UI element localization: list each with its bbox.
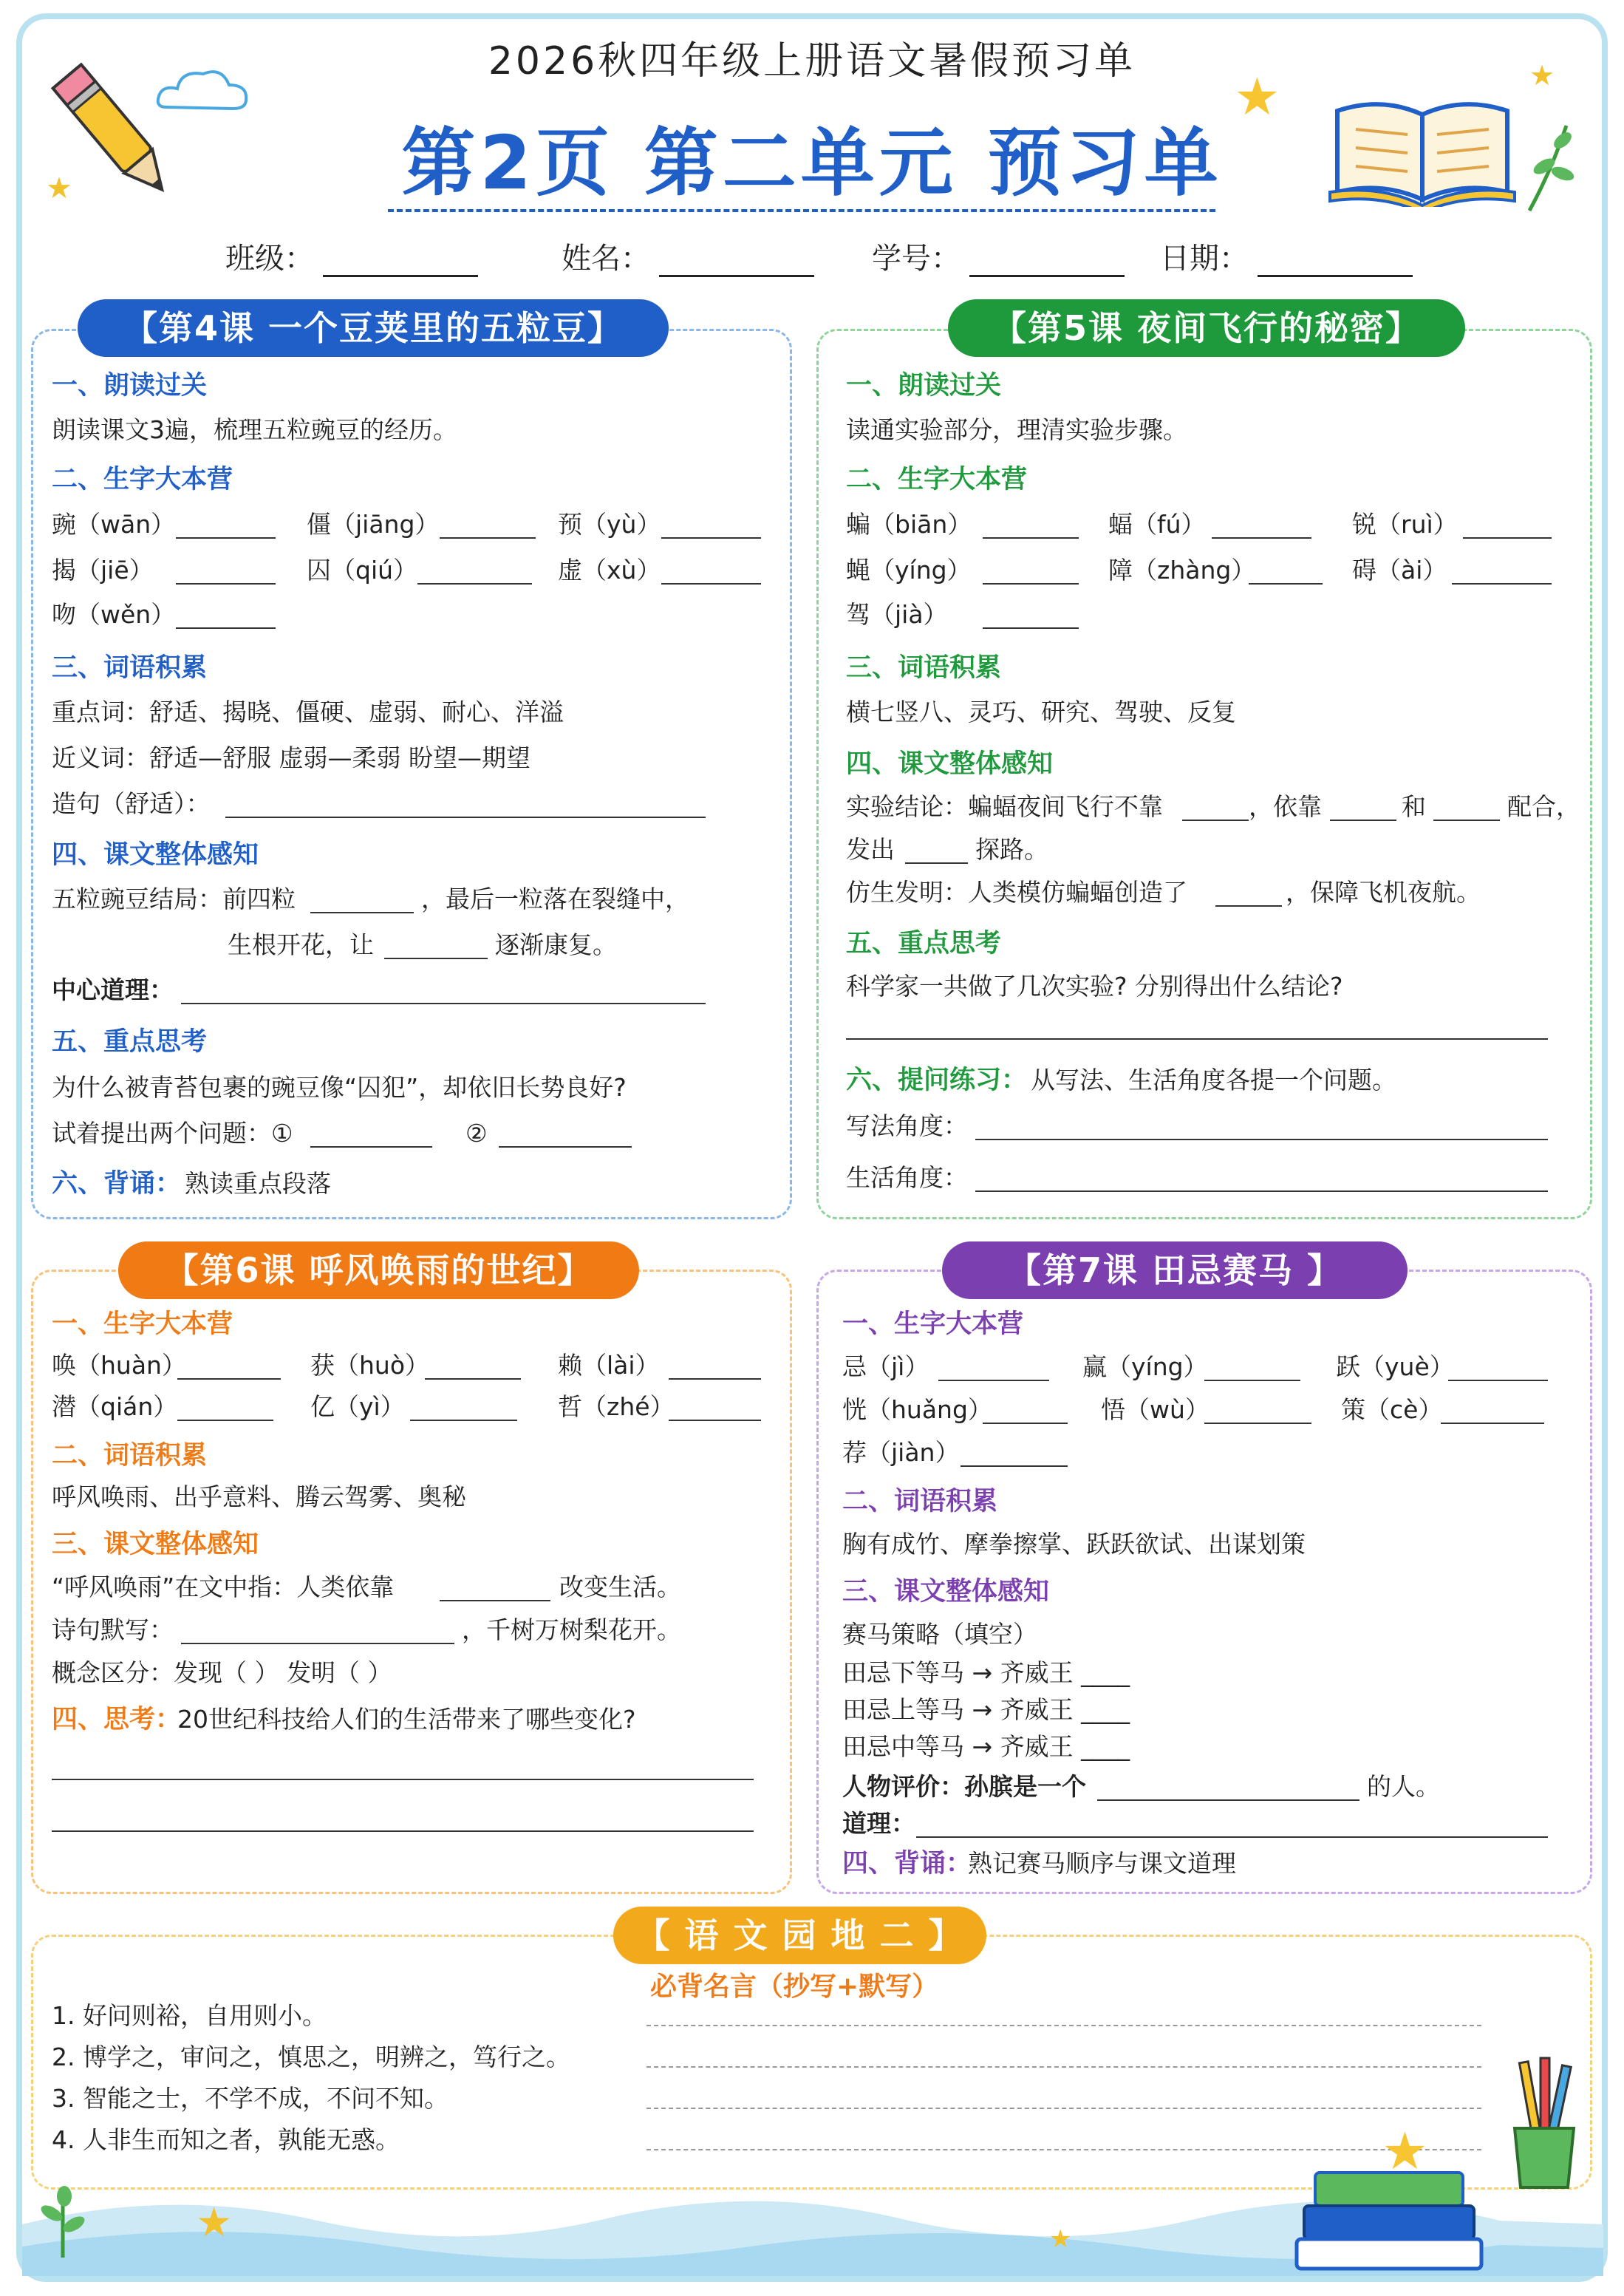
- l4-char: 虚（xù）: [558, 556, 661, 585]
- char-answer-line[interactable]: [961, 1465, 1068, 1467]
- l5-invention: ，保障飞机夜航。: [1286, 878, 1481, 907]
- char-answer-line[interactable]: [176, 537, 276, 539]
- l6-section-heading: 一、生字大本营: [52, 1309, 233, 1339]
- garden-item: 2. 博学之，审问之，慎思之，明辨之，笃行之。: [52, 2043, 570, 2071]
- char-answer-line[interactable]: [983, 583, 1079, 585]
- l5-writing-angle-label: 写法角度：: [846, 1111, 968, 1140]
- copy-line[interactable]: [646, 2066, 1481, 2068]
- garden-subtitle: 必背名言（抄写+默写）: [650, 1972, 939, 2002]
- l7-section-heading: 三、课文整体感知: [842, 1577, 1050, 1607]
- star-icon: ★: [1234, 67, 1280, 127]
- l6-section-heading: 二、词语积累: [52, 1441, 208, 1471]
- l4-section-heading: 六、背诵：: [52, 1169, 182, 1199]
- l5-char: 锐（ruì）: [1352, 510, 1458, 539]
- l5-conclusion: 配合，: [1507, 792, 1580, 821]
- l7-key-words: 胸有成竹、摩拳擦掌、跃跃欲试、出谋划策: [842, 1530, 1306, 1559]
- l4-section-heading: 三、词语积累: [52, 653, 208, 683]
- l4-char: 僵（jiāng）: [307, 510, 440, 539]
- l7-char: 赢（yíng）: [1082, 1352, 1208, 1381]
- l7-char: 跃（yuè）: [1336, 1352, 1454, 1381]
- char-answer-line[interactable]: [417, 583, 532, 585]
- l7-char: 策（cè）: [1341, 1395, 1443, 1424]
- l6-char: 获（huò）: [310, 1351, 430, 1380]
- l4-section-heading: 五、重点思考: [52, 1027, 208, 1057]
- life-angle-answer-line[interactable]: [975, 1190, 1548, 1192]
- l5-section-heading: 二、生字大本营: [846, 465, 1028, 494]
- char-answer-line[interactable]: [440, 537, 536, 539]
- l6-char: 哲（zhé）: [558, 1392, 675, 1421]
- l5-section-heading: 四、课文整体感知: [846, 749, 1054, 779]
- l5-ask-task: 从写法、生活角度各提一个问题。: [1031, 1066, 1396, 1094]
- l4-ending-text: 逐渐康复。: [495, 930, 617, 959]
- l7-char: 忌（jì）: [842, 1352, 929, 1381]
- writing-angle-answer-line[interactable]: [975, 1139, 1548, 1140]
- l4-ending-label: 五粒豌豆结局：前四粒: [52, 885, 296, 913]
- ending-answer-line[interactable]: [310, 912, 414, 913]
- sentence-answer-line[interactable]: [225, 817, 706, 818]
- l7-character-text: 的人。: [1367, 1772, 1440, 1801]
- char-answer-line[interactable]: [176, 627, 276, 629]
- svg-text:★: ★: [1382, 2128, 1428, 2181]
- char-answer-line[interactable]: [1441, 1423, 1544, 1424]
- l5-conclusion: 发出: [846, 835, 895, 864]
- char-answer-line[interactable]: [983, 537, 1079, 539]
- l4-ending-text: 生根开花，让: [228, 930, 374, 959]
- char-answer-line[interactable]: [938, 1380, 1049, 1381]
- l4-char: 豌（wān）: [52, 510, 176, 539]
- char-answer-line[interactable]: [176, 583, 276, 585]
- garden-item: 3. 智能之士，不学不成，不问不知。: [52, 2084, 448, 2113]
- question-answer-line[interactable]: [846, 1038, 1548, 1040]
- l5-invention: 仿生发明：人类模仿蝙蝠创造了: [846, 878, 1187, 907]
- l5-char: 蝇（yíng）: [846, 556, 972, 585]
- garden-title: 【 语 文 园 地 二 】: [613, 1907, 986, 1964]
- l7-moral-label: 道理：: [842, 1809, 915, 1838]
- l4-section-heading: 四、课文整体感知: [52, 840, 259, 870]
- l6-meaning: “呼风唤雨”在文中指：人类依靠: [52, 1573, 395, 1601]
- l6-section-heading: 三、课文整体感知: [52, 1530, 259, 1559]
- l7-char: 荐（jiàn）: [842, 1438, 960, 1467]
- l6-section-heading: 四、思考：: [52, 1705, 182, 1734]
- lesson4-title: 【第4课 一个豆荚里的五粒豆】: [78, 299, 669, 357]
- l7-race-row[interactable]: 田忌中等马 → 齐威王 ____: [842, 1732, 1130, 1761]
- char-answer-line[interactable]: [983, 627, 1079, 629]
- conclusion-answer-line[interactable]: [1433, 820, 1500, 821]
- l6-poem-text: ，千树万树梨花开。: [462, 1615, 681, 1644]
- moral-answer-line[interactable]: [181, 1003, 706, 1004]
- l4-question: 为什么被青苔包裹的豌豆像“囚犯”，却依旧长势良好?: [52, 1073, 627, 1102]
- question-answer-line[interactable]: [310, 1146, 432, 1148]
- leaf-icon: [33, 2180, 92, 2261]
- l5-section-heading: 六、提问练习：: [846, 1066, 1028, 1095]
- l4-section-heading: 一、朗读过关: [52, 371, 208, 401]
- l4-key-words: 重点词：舒适、揭晓、僵硬、虚弱、耐心、洋溢: [52, 698, 564, 726]
- l4-char: 揭（jiē）: [52, 556, 154, 585]
- page-title: 第2页 第二单元 预习单: [401, 120, 1223, 206]
- l5-key-words: 横七竖八、灵巧、研究、驾驶、反复: [846, 698, 1236, 726]
- lesson5-title: 【第5课 夜间飞行的秘密】: [948, 299, 1465, 357]
- conclusion-answer-line[interactable]: [905, 862, 968, 864]
- copy-line[interactable]: [646, 2108, 1481, 2109]
- l4-reading-task: 朗读课文3遍，梳理五粒豌豆的经历。: [52, 415, 457, 444]
- star-icon: ★: [196, 2198, 233, 2246]
- char-answer-line[interactable]: [1448, 1380, 1548, 1381]
- l7-section-heading: 一、生字大本营: [842, 1309, 1024, 1339]
- l4-ask-label: 试着提出两个问题：①: [52, 1119, 293, 1148]
- l6-concept[interactable]: 概念区分：发现（ ） 发明（ ）: [52, 1658, 392, 1687]
- l6-meaning: 改变生活。: [559, 1573, 681, 1601]
- student-id-field[interactable]: 学号：: [872, 235, 1125, 277]
- lesson6-title: 【第6课 呼风唤雨的世纪】: [118, 1241, 639, 1299]
- book-stack-icon: [1286, 2128, 1507, 2276]
- l5-char: 障（zhàng）: [1108, 556, 1256, 585]
- l4-section-heading: 二、生字大本营: [52, 465, 233, 494]
- char-answer-line[interactable]: [1212, 537, 1311, 539]
- l4-sentence-label: 造句（舒适）：: [52, 789, 211, 818]
- char-answer-line[interactable]: [669, 1420, 761, 1421]
- l5-char: 碍（ài）: [1352, 556, 1447, 585]
- char-answer-line[interactable]: [1204, 1423, 1311, 1424]
- garden-item: 4. 人非生而知之者，孰能无惑。: [52, 2125, 400, 2154]
- character-answer-line[interactable]: [1097, 1799, 1359, 1801]
- pencil-cup-icon: [1500, 2054, 1589, 2195]
- l5-conclusion: 和: [1402, 792, 1426, 821]
- char-answer-line[interactable]: [177, 1420, 273, 1421]
- copy-line[interactable]: [646, 2025, 1481, 2026]
- l4-ask-label: ②: [465, 1119, 488, 1148]
- l7-strategy-label: 赛马策略（填空）: [842, 1620, 1037, 1649]
- l5-reading-task: 读通实验部分，理清实验步骤。: [846, 415, 1187, 444]
- l5-life-angle-label: 生活角度：: [846, 1163, 968, 1192]
- l4-synonyms: 近义词：舒适—舒服 虚弱—柔弱 盼望—期望: [52, 743, 530, 772]
- moral-answer-line[interactable]: [916, 1836, 1548, 1838]
- l6-char: 唤（huàn）: [52, 1351, 186, 1380]
- l7-char: 恍（huǎng）: [842, 1395, 992, 1424]
- char-answer-line[interactable]: [410, 1420, 517, 1421]
- garden-item: 1. 好问则裕，自用则小。: [52, 2001, 327, 2030]
- worksheet-top-title: 2026秋四年级上册语文暑假预习单: [488, 39, 1136, 84]
- l7-section-heading: 四、背诵：: [842, 1849, 972, 1878]
- l5-conclusion: ，依靠: [1249, 792, 1322, 821]
- l6-think-question: 20世纪科技给人们的生活带来了哪些变化?: [177, 1705, 636, 1734]
- l6-char: 潜（qián）: [52, 1392, 178, 1421]
- star-icon: ★: [1049, 2224, 1072, 2254]
- l4-char: 吻（wěn）: [52, 600, 176, 629]
- question-answer-line[interactable]: [499, 1146, 632, 1148]
- char-answer-line[interactable]: [1249, 583, 1323, 585]
- l7-recite-task: 熟记赛马顺序与课文道理: [968, 1849, 1236, 1878]
- char-answer-line[interactable]: [661, 583, 761, 585]
- l6-key-words: 呼风唤雨、出乎意料、腾云驾雾、奥秘: [52, 1482, 466, 1511]
- l4-moral-label: 中心道理：: [52, 975, 174, 1004]
- conclusion-answer-line[interactable]: [1330, 820, 1396, 821]
- l4-char: 囚（qiú）: [307, 556, 418, 585]
- l6-char: 赖（lài）: [558, 1351, 660, 1380]
- think-answer-line[interactable]: [52, 1779, 754, 1780]
- l5-section-heading: 五、重点思考: [846, 929, 1002, 958]
- char-answer-line[interactable]: [661, 537, 761, 539]
- l4-char: 预（yù）: [558, 510, 661, 539]
- char-answer-line[interactable]: [669, 1378, 761, 1380]
- invention-answer-line[interactable]: [1215, 905, 1282, 907]
- think-answer-line[interactable]: [52, 1830, 754, 1832]
- l5-conclusion: 实验结论：蝙蝠夜间飞行不靠: [846, 792, 1163, 821]
- l5-conclusion: 探路。: [975, 835, 1048, 864]
- char-answer-line[interactable]: [1204, 1380, 1300, 1381]
- l5-char: 蝙（biān）: [846, 510, 972, 539]
- title-underline: [388, 209, 1215, 212]
- l6-poem-label: 诗句默写：: [52, 1615, 174, 1644]
- l5-char: 驾（jià）: [846, 600, 948, 629]
- char-answer-line[interactable]: [1452, 583, 1552, 585]
- poem-answer-line[interactable]: [181, 1643, 454, 1644]
- date-field[interactable]: 日期：: [1160, 235, 1413, 277]
- l5-char: 蝠（fú）: [1108, 510, 1206, 539]
- l5-section-heading: 三、词语积累: [846, 653, 1002, 683]
- star-icon: ★: [46, 171, 72, 205]
- star-icon: ★: [1529, 59, 1555, 92]
- char-answer-line[interactable]: [177, 1378, 281, 1380]
- l5-section-heading: 一、朗读过关: [846, 371, 1002, 401]
- l4-ending-text: ，最后一粒落在裂缝中，: [421, 885, 689, 913]
- l7-section-heading: 二、词语积累: [842, 1487, 998, 1516]
- char-answer-line[interactable]: [983, 1423, 1068, 1424]
- l4-recite-task: 熟读重点段落: [185, 1169, 331, 1198]
- char-answer-line[interactable]: [425, 1378, 521, 1380]
- l5-question: 科学家一共做了几次实验? 分别得出什么结论?: [846, 972, 1343, 1001]
- l7-race-row[interactable]: 田忌下等马 → 齐威王 ____: [842, 1658, 1130, 1687]
- l7-character-label: 人物评价：孙膑是一个: [842, 1772, 1086, 1801]
- lesson7-title: 【第7课 田忌赛马 】: [942, 1241, 1408, 1299]
- l7-char: 悟（wù）: [1101, 1395, 1210, 1424]
- meaning-answer-line[interactable]: [440, 1600, 550, 1601]
- l6-char: 亿（yì）: [310, 1392, 405, 1421]
- char-answer-line[interactable]: [1463, 537, 1552, 539]
- l7-race-row[interactable]: 田忌上等马 → 齐威王 ____: [842, 1695, 1130, 1724]
- class-field[interactable]: 班级：: [225, 235, 478, 277]
- ending-answer-line[interactable]: [384, 958, 488, 959]
- name-field[interactable]: 姓名：: [562, 235, 814, 277]
- conclusion-answer-line[interactable]: [1182, 820, 1249, 821]
